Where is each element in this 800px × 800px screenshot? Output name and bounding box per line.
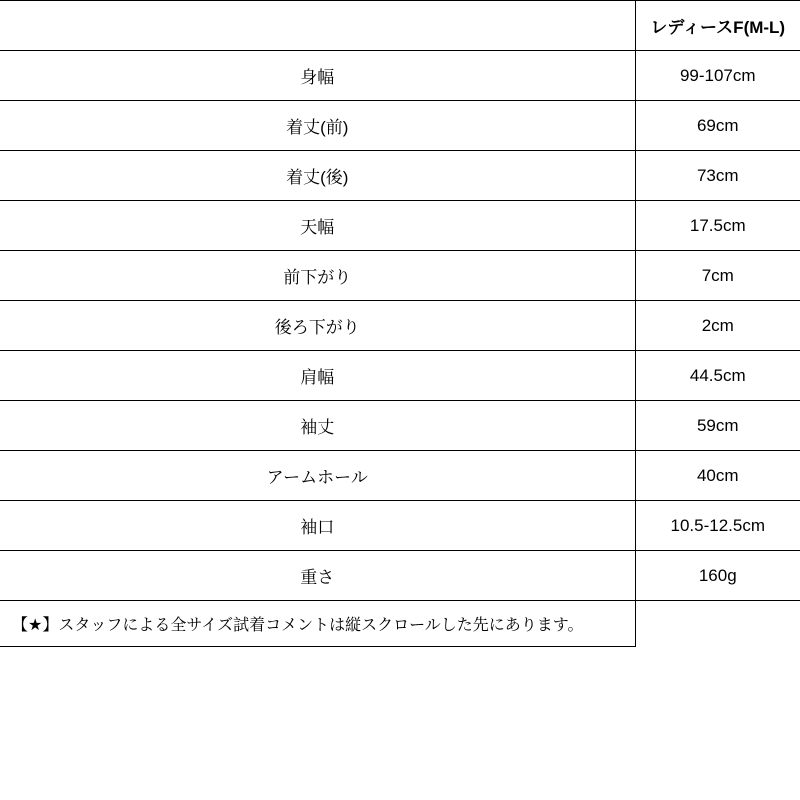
table-row — [0, 251, 800, 301]
measurement-value: 7cm — [635, 251, 800, 301]
table-header-row — [0, 1, 800, 51]
measurement-label: 袖丈 — [0, 401, 635, 451]
measurement-label: アームホール — [0, 451, 635, 501]
table-note-spacer — [635, 601, 800, 647]
table-body — [0, 51, 800, 647]
table-note-row — [0, 601, 800, 647]
table-row — [0, 151, 800, 201]
measurement-value: 73cm — [635, 151, 800, 201]
measurement-label: 肩幅 — [0, 351, 635, 401]
measurement-value: 10.5-12.5cm — [635, 501, 800, 551]
column-header-blank — [0, 1, 635, 51]
measurement-label: 袖口 — [0, 501, 635, 551]
table-row — [0, 501, 800, 551]
measurement-label: 身幅 — [0, 51, 635, 101]
measurement-value: 2cm — [635, 301, 800, 351]
measurement-value: 44.5cm — [635, 351, 800, 401]
measurement-value: 69cm — [635, 101, 800, 151]
measurement-label: 重さ — [0, 551, 635, 601]
table-head — [0, 1, 800, 51]
measurement-value: 17.5cm — [635, 201, 800, 251]
measurement-value: 160g — [635, 551, 800, 601]
table-row — [0, 451, 800, 501]
measurement-label: 後ろ下がり — [0, 301, 635, 351]
measurement-value: 59cm — [635, 401, 800, 451]
table-note: 【★】スタッフによる全サイズ試着コメントは縦スクロールした先にあります。 — [0, 601, 635, 647]
table-row — [0, 351, 800, 401]
table-row — [0, 51, 800, 101]
measurement-value: 40cm — [635, 451, 800, 501]
table-row — [0, 101, 800, 151]
measurement-value: 99-107cm — [635, 51, 800, 101]
measurement-label: 天幅 — [0, 201, 635, 251]
table-row — [0, 301, 800, 351]
measurement-label: 着丈(後) — [0, 151, 635, 201]
table-row — [0, 401, 800, 451]
measurement-label: 前下がり — [0, 251, 635, 301]
table-row — [0, 201, 800, 251]
table-row — [0, 551, 800, 601]
column-header-size: レディースF(M-L) — [635, 1, 800, 51]
measurement-label: 着丈(前) — [0, 101, 635, 151]
